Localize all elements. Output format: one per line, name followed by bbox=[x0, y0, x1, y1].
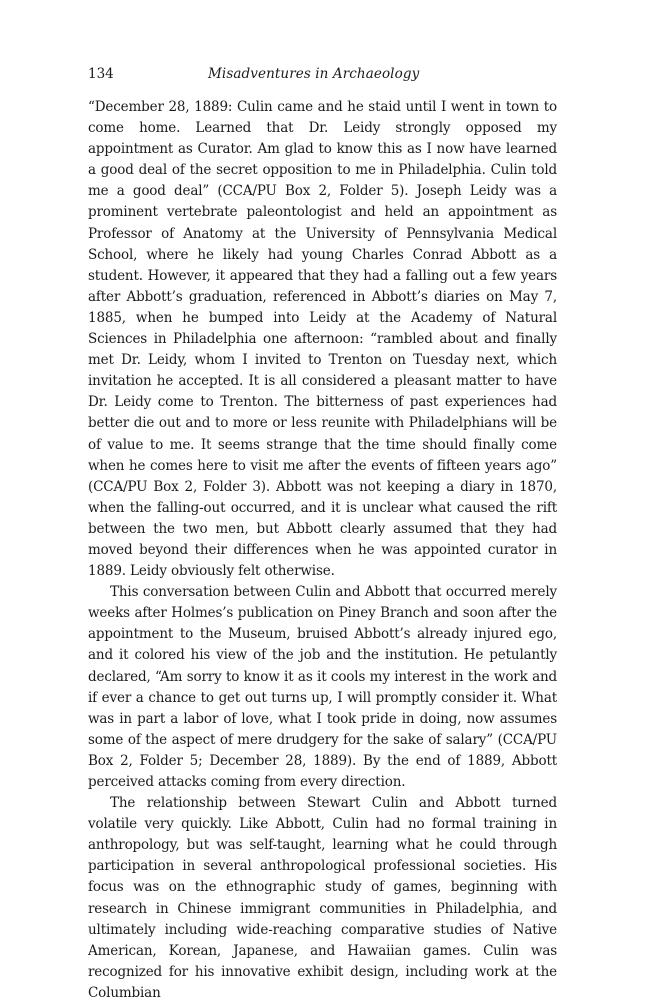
paragraph-1: “December 28, 1889: Culin came and he staid until I went in town to come home. Learned that Dr. Leidy strongly opposed my appointment as Curator. Am glad to know this as I now have learned a good deal of the secret opposition to me in Philadelphia. Culin told me a good deal” (CCA/PU Box 2, Folder 5). Joseph Leidy was a prominent vertebrate paleontologist and held an appointment as Professor of Anatomy at the University of Pennsylvania Medical School, where he likely had young Charles Conrad Abbott as a student. However, it appeared that they had a falling out a few years after Abbott’s graduation, referenced in Abbott’s diaries on May 7, 1885, when he bumped into Leidy at the Academy of Natural Sciences in Philadelphia one afternoon: “rambled about and finally met Dr. Leidy, whom I invited to Trenton on Tuesday next, which invitation he accepted. It is all considered a pleasant matter to have Dr. Leidy come to Trenton. The bitterness of past experiences had better die out and to more or less reunite with Philadelphians will be of value to me. It seems strange that the time should finally come when he comes here to visit me after the events of fifteen years ago” (CCA/PU Box 2, Folder 3). Abbott was not keeping a diary in 1870, when the falling-out occurred, and it is unclear what caused the rift between the two men, but Abbott clearly assumed that they had moved beyond their differences when he was appointed curator in 1889. Leidy obviously felt otherwise. bbox=[88, 99, 557, 580]
page-number: 134 bbox=[88, 66, 114, 82]
paragraph-3: The relationship between Stewart Culin and Abbott turned volatile very quickly. Like Abbott, Culin had no formal training in anthropology, but was self-taught, learning what he could through participation in several anthropological professional societies. His focus was on the ethnographic study of games, beginning with research in Chinese immigrant communities in Philadelphia, and ultimately including wide-reaching comparative studies of Native American, Korean, Japanese, and Hawaiian games. Culin was recognized for his innovative exhibit design, including work at the Columbian bbox=[88, 795, 557, 1001]
running-title: Misadventures in Archaeology bbox=[208, 66, 420, 82]
paragraph-2: This conversation between Culin and Abbott that occurred merely weeks after Holmes’s publication on Piney Branch and soon after the appointment to the Museum, bruised Abbott’s already injured ego, and it colored his view of the job and the institution. He petulantly declared, “Am sorry to know it as it cools my interest in the work and if ever a chance to get out turns up, I will promptly consider it. What was in part a labor of love, what I took pride in doing, now assumes some of the aspect of mere drudgery for the sake of salary” (CCA/PU Box 2, Folder 5; December 28, 1889). By the end of 1889, Abbott perceived attacks coming from every direction. bbox=[88, 584, 557, 790]
body-text bbox=[88, 97, 557, 1004]
running-head bbox=[88, 64, 557, 84]
book-page bbox=[88, 64, 557, 1004]
